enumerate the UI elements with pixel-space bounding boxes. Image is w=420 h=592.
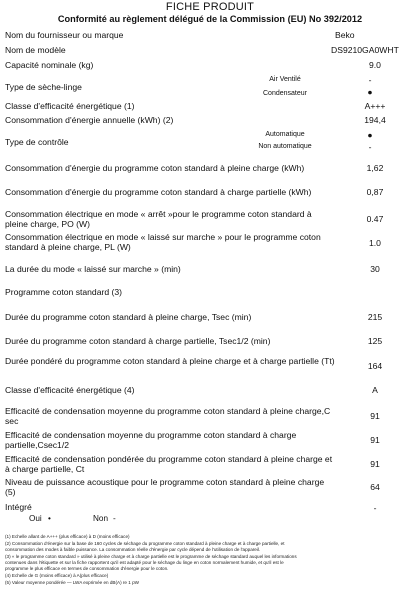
row-value: A [372, 385, 378, 395]
footnote: consommation des modes à faible puissance. La consommation réelle d'énergie par cycle dépend de l'utilisation de l'appareil. [5, 547, 261, 552]
page-title: FICHE PRODUIT [165, 1, 255, 13]
row-label: Consommation électrique en mode « arrêt »pour le programme coton standard à pleine charge, PO (W) [5, 209, 312, 229]
row-label: Capacité nominale (kg) [5, 60, 94, 70]
row-label: Efficacité de condensation moyenne du programme coton standard à pleine charge,C sec [5, 406, 331, 426]
row-label: Classe d'efficacité énergétique (4) [5, 385, 135, 395]
control-value-manual: - [368, 142, 372, 152]
row-value: 91 [370, 435, 380, 445]
row-label: Nom du fournisseur ou marque [5, 30, 124, 40]
row-value: - [373, 503, 377, 513]
footnote: programme le plus efficace en termes de consommation d'énergie pour le coton. [5, 566, 169, 571]
row-label: Efficacité de condensation moyenne du programme coton standard à charge partielle,Csec1/2 [5, 430, 297, 450]
row-value: 215 [367, 312, 383, 322]
row-label: Durée du programme coton standard à pleine charge, Tsec (min) [5, 312, 252, 322]
footnote: (5) Valeur moyenne pondérée — LWA exprimée en dB(A) re 1 pW [5, 580, 139, 585]
row-label: Classe d'efficacité énergétique (1) [5, 101, 135, 111]
row-value: 1.0 [369, 238, 381, 248]
row-label: Durée pondéré du programme coton standard à pleine charge et à charge partielle (Tt) [5, 356, 335, 366]
row-label: Consommation d'énergie du programme coton standard à charge partielle (kWh) [5, 187, 312, 197]
row-label: Type de contrôle [5, 137, 69, 147]
dryer-type-value-condenser: ● [367, 87, 373, 97]
row-label: Durée du programme coton standard à charge partielle, Tsec1/2 (min) [5, 336, 271, 346]
footnote: (1) Echelle allant de A+++ (plus efficace) à D (moins efficace) [5, 534, 130, 539]
dryer-type-option-vented: Air Ventilé [269, 76, 301, 83]
footnote: (3) « le programme coton standard » utilisé à pleine charge et à charge partielle est le programme de séchage standard auquel les informations [5, 554, 297, 559]
row-label: Programme coton standard (3) [5, 287, 123, 297]
row-value: 9.0 [369, 60, 381, 70]
yes-label: Oui [29, 514, 42, 523]
page-subtitle: Conformité au règlement délégué de la Commission (EU) No 392/2012 [57, 14, 363, 24]
dryer-type-value-vented: - [368, 75, 372, 85]
control-option-manual: Non automatique [258, 143, 312, 150]
row-value: A+++ [364, 101, 386, 111]
row-value: 0.47 [366, 214, 384, 224]
row-value: 30 [370, 264, 380, 274]
row-value: DS9210GA0WHT [331, 45, 399, 55]
row-value: 91 [370, 459, 380, 469]
row-value: 125 [367, 336, 383, 346]
row-value: 164 [367, 361, 383, 371]
dryer-type-option-condenser: Condensateur [263, 90, 307, 97]
footnote: (2) Consommation d'énergie sur la base de 160 cycles de séchage du programme coton standard à pleine charge et à charge partielle, et [5, 541, 285, 546]
row-label: Efficacité de condensation pondérée du programme coton standard à pleine charge et à charge partielle, Ct [5, 454, 333, 474]
control-value-automatic: ● [367, 130, 373, 140]
row-value: 64 [370, 482, 380, 492]
row-label: Type de sèche-linge [5, 82, 82, 92]
row-label: Consommation électrique en mode « laissé sur marche » pour le programme coton standard à pleine charge, PL (W) [5, 232, 321, 252]
row-label: Consommation d'énergie du programme coton standard à pleine charge (kWh) [5, 163, 305, 173]
row-label: Nom de modèle [5, 45, 66, 55]
row-value: 194,4 [364, 115, 386, 125]
row-label: Niveau de puissance acoustique pour le programme coton standard à pleine charge (5) [5, 477, 325, 497]
row-value: Beko [335, 30, 355, 40]
footnote: (4) Echelle de G (moins efficace) à A(plus efficace) [5, 573, 109, 578]
yes-mark: • [48, 514, 51, 523]
no-mark: - [113, 514, 116, 523]
row-label: Intégré [5, 502, 32, 512]
row-label: La durée du mode « laissé sur marche » (min) [5, 264, 181, 274]
row-value: 91 [370, 411, 380, 421]
no-label: Non [93, 514, 109, 523]
row-value: 0,87 [366, 187, 384, 197]
row-value: 1,62 [366, 163, 384, 173]
control-option-automatic: Automatique [265, 131, 305, 138]
footnote: contenues dans l'étiquette et sur la fiche rapportent qu'il est adapté pour le séchage du linge en coton normalement humide, et qu'il est le [5, 560, 284, 565]
row-label: Consommation d'énergie annuelle (kWh) (2) [5, 115, 174, 125]
